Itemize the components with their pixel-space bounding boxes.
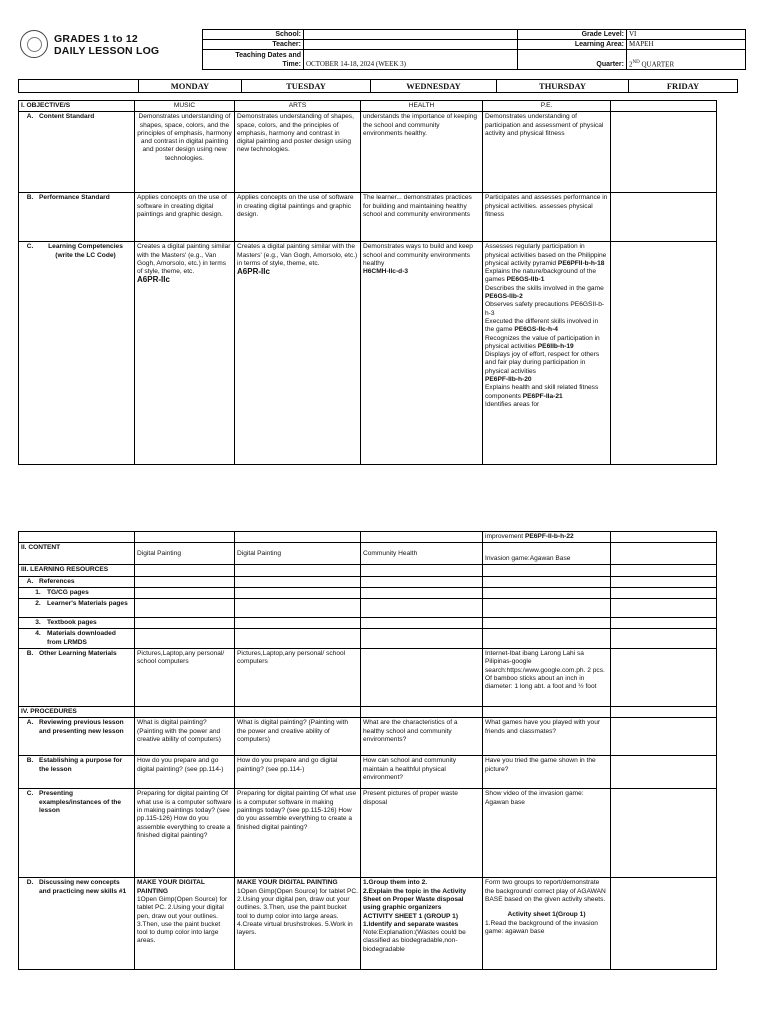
- objectives-label: I. OBJECTIVE/S: [19, 101, 135, 112]
- activity-title: MAKE YOUR DIGITAL PAINTING: [237, 879, 338, 887]
- competency-code: PE6IIb-h-19: [537, 342, 574, 350]
- blank-cell: [135, 707, 235, 718]
- teaching-dates-label-line2: Time:: [282, 60, 301, 68]
- procedure-a-arts: What is digital painting? (Painting with the power and creative ability of computers): [235, 718, 361, 756]
- procedure-b-pe: Have you tried the game shown in the picture?: [483, 756, 611, 789]
- row-label: References: [39, 577, 75, 585]
- resources-label: III. LEARNING RESOURCES: [19, 565, 135, 576]
- pe-competency-2: [485, 268, 608, 285]
- other-materials-music: Pictures,Laptop,any personal/ school computers: [135, 649, 235, 707]
- procedure-d-pe: [483, 878, 611, 970]
- quarter-number: 2: [629, 60, 633, 68]
- subject-music: MUSIC: [135, 101, 235, 112]
- content-health: Community Health: [361, 543, 483, 565]
- content-standard-music: Demonstrates understanding of shapes, space, colors, and the principles of emphasis, harmony and contrast in digital painting and poster design using new technologies.: [135, 112, 235, 193]
- grade-level-value: VI: [627, 30, 746, 40]
- procedure-b-health: How can school and community maintain a healthful physical environment?: [361, 756, 483, 789]
- competency-text: Explains the nature/background of the games: [485, 268, 597, 284]
- blank-cell: [135, 532, 235, 543]
- blank-cell: [19, 532, 135, 543]
- blank-cell: [483, 629, 611, 649]
- pe-competency-7-code: PE6PF-IIb-h-20: [485, 376, 532, 384]
- friday-cell: [611, 629, 717, 649]
- day-monday: MONDAY: [139, 80, 242, 93]
- subject-arts: ARTS: [235, 101, 361, 112]
- content-label: II. CONTENT: [19, 543, 135, 565]
- blank-cell: [361, 532, 483, 543]
- subject-health: HEALTH: [361, 101, 483, 112]
- blank-cell: [235, 707, 361, 718]
- performance-standard-pe: Participates and assesses performance in physical activities. assesses physical fitness: [483, 193, 611, 242]
- pe-competency-continued: [483, 532, 611, 543]
- health-step-1: 1.Group them into 2.: [363, 879, 428, 887]
- blank-cell: [361, 707, 483, 718]
- competency-text: Creates a digital painting similar with the Masters' (e.g., Van Gogh, Amorsolo, etc.) in terms of style, theme, etc.: [137, 243, 231, 276]
- procedure-d-arts: [235, 878, 361, 970]
- procedures-label: IV. PROCEDURES: [19, 707, 135, 718]
- lrmds-label: [19, 629, 135, 649]
- friday-cell: [611, 718, 717, 756]
- day-header-row: [18, 79, 738, 93]
- content-music: Digital Painting: [135, 543, 235, 565]
- procedure-a-label: [19, 718, 135, 756]
- blank-cell: [483, 618, 611, 629]
- competencies-music: [135, 242, 235, 465]
- competency-text: improvement: [485, 533, 525, 540]
- row-label: Content Standard: [39, 113, 95, 121]
- day-tuesday: TUESDAY: [242, 80, 371, 93]
- pe-competency-7: Displays joy of effort, respect for others and fair play during participation in physical activities: [485, 351, 600, 375]
- pe-activity-step: 1.Read the background of the invasion game: agawan base: [485, 919, 598, 935]
- procedure-a-pe: What games have you played with your friends and classmates?: [483, 718, 611, 756]
- competency-text: Describes the skills involved in the game: [485, 284, 604, 292]
- row-label: Presenting examples/instances of the lesson: [39, 790, 122, 814]
- pe-competency-5: [485, 318, 608, 335]
- health-activity-sheet: ACTIVITY SHEET 1 (GROUP 1): [363, 912, 459, 920]
- blank-cell: [361, 649, 483, 707]
- blank-cell: [135, 599, 235, 618]
- procedure-b-arts: How do you prepare and go digital painting? (see pp.114-): [235, 756, 361, 789]
- blank-cell: [135, 587, 235, 598]
- friday-cell: [611, 112, 717, 193]
- row-number: D.: [26, 879, 34, 887]
- competencies-pe: [483, 242, 611, 465]
- friday-cell: [611, 707, 717, 718]
- procedure-c-pe: Show video of the invasion game: Agawan base: [483, 789, 611, 878]
- content-pe: Invasion game:Agawan Base: [483, 543, 611, 565]
- friday-cell: [611, 532, 717, 543]
- blank-cell: [235, 599, 361, 618]
- row-number: 4.: [35, 630, 41, 638]
- header-info-table: [202, 29, 746, 70]
- blank-cell: [235, 576, 361, 587]
- textbook-pages-label: [19, 618, 135, 629]
- blank-cell: [235, 565, 361, 576]
- blank-cell: [235, 629, 361, 649]
- friday-cell: [611, 789, 717, 878]
- row-number: 1.: [35, 588, 41, 596]
- competencies-arts: [235, 242, 361, 465]
- competency-code: PE6GS-IIb-2: [485, 293, 523, 301]
- content-arts: Digital Painting: [235, 543, 361, 565]
- lm-pages-label: [19, 599, 135, 618]
- pe-competency-4: Observes safety precautions PE6GSII-b-h-3: [485, 301, 605, 317]
- procedure-c-arts: Preparing for digital painting Of what use is a computer software in making paintings today? (see pp.115-126) How do you assemble everything to create a finished digital painting?: [235, 789, 361, 878]
- row-label: Learner's Materials pages: [47, 600, 128, 608]
- row-number: A.: [26, 719, 34, 727]
- competency-code: PE6PF-II-b-h-22: [524, 533, 574, 540]
- lesson-grid-part1: [18, 100, 717, 465]
- blank-cell: [235, 618, 361, 629]
- grade-level-label: Grade Level:: [518, 30, 627, 40]
- procedure-b-music: How do you prepare and go digital painting? (see pp.114-): [135, 756, 235, 789]
- performance-standard-label: [19, 193, 135, 242]
- competencies-label: [19, 242, 135, 465]
- competency-code: PE6GS-IIb-1: [506, 276, 545, 284]
- row-number: B.: [26, 650, 34, 658]
- activity-title: MAKE YOUR DIGITAL PAINTING: [137, 879, 205, 895]
- blank-cell: [135, 629, 235, 649]
- subject-pe: P.E.: [483, 101, 611, 112]
- teaching-dates-label-line1: Teaching Dates and: [235, 51, 301, 59]
- learning-area-label: Learning Area:: [518, 40, 627, 50]
- procedure-c-health: Present pictures of proper waste disposal: [361, 789, 483, 878]
- procedure-a-health: What are the characteristics of a healthy school and community environments?: [361, 718, 483, 756]
- procedure-b-label: [19, 756, 135, 789]
- friday-cell: [611, 756, 717, 789]
- row-label: Establishing a purpose for the lesson: [39, 757, 123, 773]
- other-materials-pe: Internet-Ibat ibang Larong Lahi sa Pilipinas-google search:https:/www.google.com.ph. 2 pcs. Of bamboo sticks about an inch in diameter: 1 long abt. a foot and ½ foot: [483, 649, 611, 707]
- blank-cell: [135, 618, 235, 629]
- title-line-1: GRADES 1 to 12: [54, 33, 138, 45]
- references-label: [19, 576, 135, 587]
- row-number: B.: [26, 757, 34, 765]
- blank-cell: [361, 587, 483, 598]
- row-number: A.: [26, 577, 34, 585]
- activity-steps: 1Open Gimp(Open Source) for tablet PC. 2.Using your digital pen, draw out your outlines. 3.Then, use the paint bucket tool to dump color into large areas. 4.Create virtual brushstrokes. 5.Work in layers.: [237, 887, 358, 937]
- row-label: Discussing new concepts and practicing new skills #1: [39, 879, 127, 895]
- day-wednesday: WEDNESDAY: [371, 80, 497, 93]
- teaching-dates-value: OCTOBER 14-18, 2024 (WEEK 3): [304, 50, 518, 70]
- procedure-d-label: [19, 878, 135, 970]
- health-note: Note:Explanation:(Wastes could be classified as biodegradable,non-biodegradable: [363, 929, 466, 953]
- school-value: [304, 30, 518, 40]
- day-thursday: THURSDAY: [497, 80, 629, 93]
- title-line-2: DAILY LESSON LOG: [54, 45, 160, 57]
- pe-competency-3: [485, 285, 608, 302]
- competency-code: A6PR-IIc: [237, 267, 270, 277]
- pe-competency-1: [485, 243, 608, 268]
- competency-code: PE6GS-IIc-h-4: [514, 326, 558, 334]
- friday-cell: [611, 101, 717, 112]
- procedure-c-music: Preparing for digital painting Of what use is a computer software in making paintings today? (see pp.115-126) How do you assemble everything to create a finished digital painting?: [135, 789, 235, 878]
- competency-code: PE6PF-IIa-21: [522, 392, 563, 400]
- procedure-d-health: [361, 878, 483, 970]
- row-label: Performance Standard: [39, 194, 110, 202]
- friday-cell: [611, 599, 717, 618]
- procedure-a-music: What is digital painting? (Painting with the power and creative ability of computers): [135, 718, 235, 756]
- activity-steps: 1Open Gimp(Open Source) for tablet PC. 2.Using your digital pen, draw out your outlines. 3.Then, use the paint bucket tool to dump color into large areas.: [137, 895, 228, 945]
- row-label: Learning Competencies (write the LC Code): [48, 243, 123, 259]
- blank-cell: [361, 576, 483, 587]
- row-number: A.: [26, 113, 34, 121]
- blank-cell: [361, 618, 483, 629]
- row-number: 2.: [35, 600, 41, 608]
- teaching-dates-label: [203, 50, 304, 70]
- friday-cell: [611, 193, 717, 242]
- lesson-grid-part2: [18, 531, 717, 970]
- day-friday: FRIDAY: [629, 80, 738, 93]
- blank-cell: [361, 565, 483, 576]
- competencies-health: [361, 242, 483, 465]
- health-step-2: 2.Explain the topic in the Activity Sheet on Proper Waste disposal using graphic organizers: [363, 887, 467, 912]
- friday-cell: [611, 587, 717, 598]
- other-materials-label: [19, 649, 135, 707]
- competency-text: Demonstrates ways to build and keep school and community environments healthy: [363, 243, 473, 267]
- blank-cell: [135, 576, 235, 587]
- competency-text: Explains health and skill related fitness components: [485, 384, 599, 400]
- friday-cell: [611, 576, 717, 587]
- blank-cell: [235, 532, 361, 543]
- performance-standard-arts: Applies concepts on the use of software in creating digital paintings and graphic design.: [235, 193, 361, 242]
- quarter-value: [627, 50, 746, 70]
- row-label: Other Learning Materials: [39, 650, 117, 658]
- procedure-d-music: [135, 878, 235, 970]
- learning-area-value: MAPEH: [627, 40, 746, 50]
- pe-instruction: Form two groups to report/demonstrate the background/ correct play of AGAWAN BASE based on the given activity sheets.: [485, 879, 606, 903]
- blank-cell: [361, 629, 483, 649]
- row-label: Materials downloaded from LRMDS: [47, 630, 116, 646]
- content-standard-pe: Demonstrates understanding of participation and assessment of physical activity and physical fitness: [483, 112, 611, 193]
- row-number: C.: [26, 243, 34, 251]
- deped-seal-logo: [20, 30, 48, 58]
- row-label: Textbook pages: [47, 619, 97, 627]
- friday-cell: [611, 242, 717, 465]
- competency-code: PE6PFII-b-h-18: [557, 259, 605, 267]
- row-label: TG/CG pages: [47, 588, 89, 596]
- blank-cell: [483, 599, 611, 618]
- competency-code: H6CMH-IIc-d-3: [363, 268, 409, 276]
- competency-text: Creates a digital painting similar with the Masters' (e.g., Van Gogh, Amorsolo, etc.) in terms of style, theme, etc.: [237, 243, 358, 267]
- pe-competency-6: [485, 335, 608, 352]
- row-number: 3.: [35, 619, 41, 627]
- friday-cell: [611, 543, 717, 565]
- quarter-suffix: ND: [632, 59, 640, 65]
- blank-cell: [483, 576, 611, 587]
- friday-cell: [611, 565, 717, 576]
- content-standard-health: understands the importance of keeping the school and community environments healthy.: [361, 112, 483, 193]
- competency-text: Assesses regularly participation in physical activities based on the Philippine physical activity pyramid: [485, 243, 607, 267]
- content-standard-label: [19, 112, 135, 193]
- pe-competency-8: [485, 384, 608, 401]
- row-label: Reviewing previous lesson and presenting new lesson: [39, 719, 124, 735]
- content-standard-arts: Demonstrates understanding of shapes, space, colors, and the principles of emphasis, harmony and contrast in digital painting and poster design using new technologies.: [235, 112, 361, 193]
- tg-pages-label: [19, 587, 135, 598]
- procedure-c-label: [19, 789, 135, 878]
- performance-standard-music: Applies concepts on the use of software in creating digital paintings and graphic design.: [135, 193, 235, 242]
- quarter-label: Quarter:: [518, 50, 627, 70]
- blank-cell: [483, 587, 611, 598]
- friday-cell: [611, 649, 717, 707]
- competency-code: A6PR-IIc: [137, 275, 170, 285]
- teacher-label: Teacher:: [203, 40, 304, 50]
- row-number: B.: [26, 194, 34, 202]
- school-label: School:: [203, 30, 304, 40]
- performance-standard-health: The learner... demonstrates practices for building and maintaining healthy school and community environments: [361, 193, 483, 242]
- health-step-identify: 1.Identify and separate wastes: [363, 920, 459, 928]
- document-title: [54, 33, 159, 57]
- competency-text: Executed the different skills involved in the game: [485, 317, 599, 334]
- competency-text: Recognizes the value of participation in physical activities: [485, 334, 600, 350]
- friday-cell: [611, 618, 717, 629]
- teacher-value: [304, 40, 518, 50]
- pe-competency-9: Identifies areas for: [485, 400, 540, 408]
- row-number: C.: [26, 790, 34, 798]
- friday-cell: [611, 878, 717, 970]
- blank-cell: [235, 587, 361, 598]
- blank-cell: [483, 707, 611, 718]
- blank-cell: [361, 599, 483, 618]
- pe-activity-sheet-title: Activity sheet 1(Group 1): [507, 911, 586, 919]
- other-materials-arts: Pictures,Laptop,any personal/ school computers: [235, 649, 361, 707]
- blank-cell: [135, 565, 235, 576]
- quarter-text: QUARTER: [639, 60, 675, 68]
- blank-cell: [483, 565, 611, 576]
- day-header-blank: [19, 80, 139, 93]
